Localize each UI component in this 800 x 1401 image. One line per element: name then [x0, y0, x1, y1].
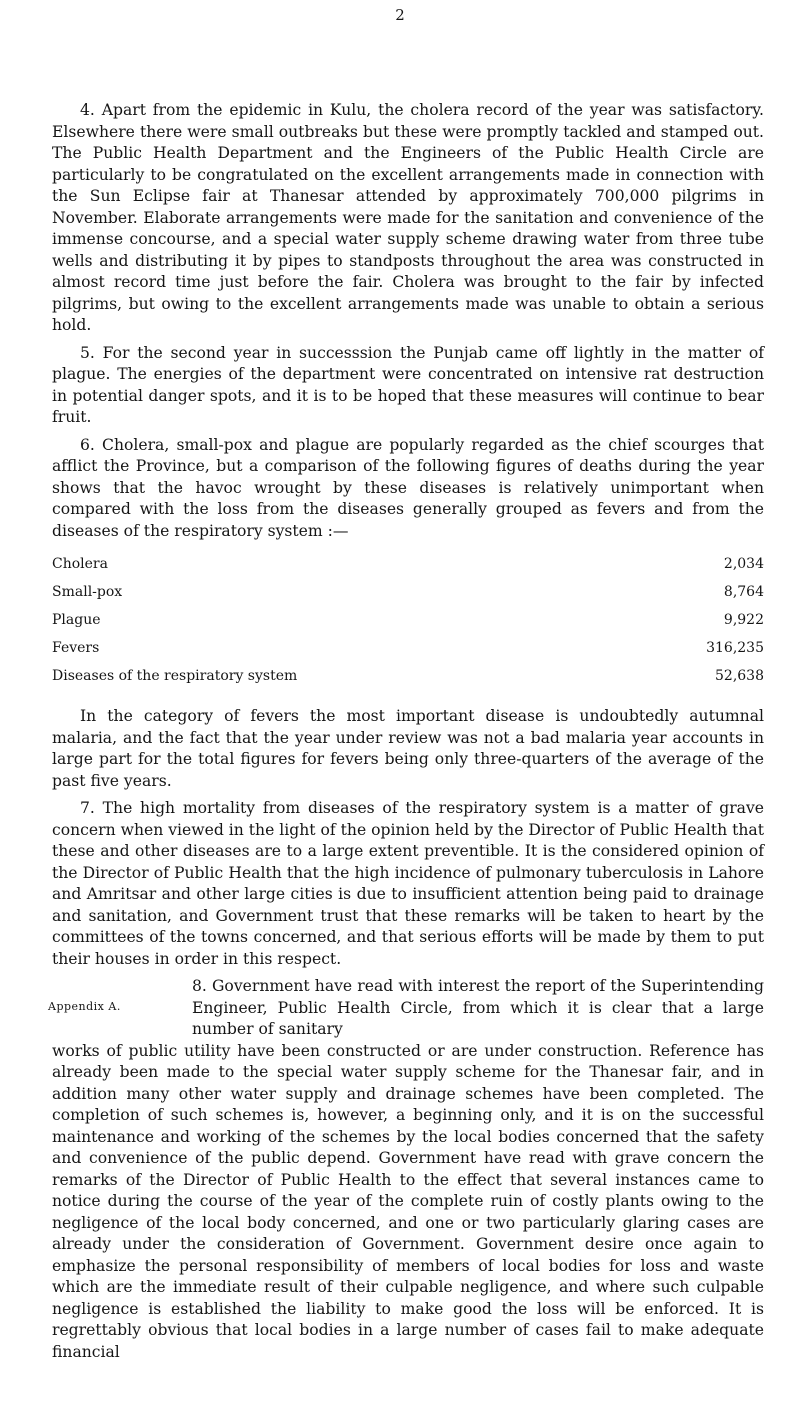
page-number: 2 [395, 6, 405, 24]
table-row [52, 612, 764, 640]
paragraph-8-lead: 8. Government have read with interest the report of the Superintending Engineer, Public Health Circle, from which it is clear that a large number of sanitary [192, 977, 764, 1038]
death-count: 9,922 [723, 612, 764, 628]
disease-label: Cholera [52, 556, 108, 572]
paragraph-8-rest: works of public utility have been constructed or are under construction. Reference has already been made to the special water supply scheme for the Thanesar fair, and in addition many other water supply and drainage schemes have been completed. The completion of such schemes is, however, a beginning only, and it is on the successful maintenance and working of the schemes by the local bodies concerned that the safety and convenience of the public depend. Government have read with grave concern the remarks of the Director of Public Health to the effect that several instances came to notice during the course of the year of the complete ruin of costly plants owing to the negligence of the local body concerned, and one or two particularly glaring cases are already under the consideration of Government. Government desire once again to emphasize the personal responsibility of members of local bodies for loss and waste which are the immediate result of their culpable negligence, and where such culpable negligence is established the liability to make good the loss will be enforced. It is regrettably obvious that local bodies in a large number of cases fail to make adequate financial [52, 1041, 764, 1361]
margin-note: Appendix A. [48, 1000, 121, 1013]
paragraph-8-text [52, 976, 764, 1363]
table-row [52, 668, 764, 696]
disease-label: Small-pox [52, 584, 123, 600]
death-count: 8,764 [723, 584, 764, 600]
table-row [52, 556, 764, 584]
table-row [52, 640, 764, 668]
disease-label: Plague [52, 612, 101, 628]
table-row [52, 584, 764, 612]
document-body [48, 100, 764, 1369]
death-count: 316,235 [706, 640, 764, 656]
death-count: 52,638 [715, 668, 764, 684]
paragraph-8 [48, 976, 764, 1363]
disease-label: Fevers [52, 640, 100, 656]
paragraph-5: 5. For the second year in successsion the Punjab came off lightly in the matter of plague. The energies of the department were concentrated on intensive rat destruction in potential danger spots, and it is to be hoped that these measures will continue to bear fruit. [52, 343, 764, 426]
paragraph-4: 4. Apart from the epidemic in Kulu, the cholera record of the year was satisfactory. Elsewhere there were small outbreaks but these were promptly tackled and stamped out. The Public Health Department and the Engineers of the Public Health Circle are particularly to be congratulated on the excellent arrangements made in connection with the Sun Eclipse fair at Thanesar attended by approximately 700,000 pilgrims in November. Elaborate arrangements were made for the sanitation and convenience of the immense concourse, and a special water supply scheme drawing water from three tube wells and distributing it by pipes to standposts throughout the area was constructed in almost record time just before the fair. Cholera was brought to the fair by infected pilgrims, but owing to the excellent arrangements made was unable to obtain a serious hold. [52, 101, 764, 334]
deaths-table [52, 556, 764, 696]
disease-label: Diseases of the respiratory system [52, 668, 298, 684]
paragraph-7: 7. The high mortality from diseases of the respiratory system is a matter of grave concern when viewed in the light of the opinion held by the Director of Public Health that these and other diseases are to a large extent preventible. It is the considered opinion of the Director of Public Health that the high incidence of pulmonary tuberculosis in Lahore and Amritsar and other large cities is due to insufficient attention being paid to drainage and sanitation, and Government trust that these remarks will be taken to heart by the committees of the towns concerned, and that serious efforts will be made by them to put their houses in order in this respect. [52, 799, 764, 968]
paragraph-6-continued: In the category of fevers the most important disease is undoubtedly autumnal malaria, and the fact that the year under review was not a bad malaria year accounts in large part for the total figures for fevers being only three-quarters of the average of the past five years. [52, 707, 764, 790]
paragraph-6: 6. Cholera, small-pox and plague are popularly regarded as the chief scourges that afflict the Province, but a comparison of the following figures of deaths during the year shows that the havoc wrought by these diseases is relatively unimportant when compared with the loss from the diseases generally grouped as fevers and from the diseases of the respiratory system :— [52, 435, 764, 540]
death-count: 2,034 [723, 556, 764, 572]
